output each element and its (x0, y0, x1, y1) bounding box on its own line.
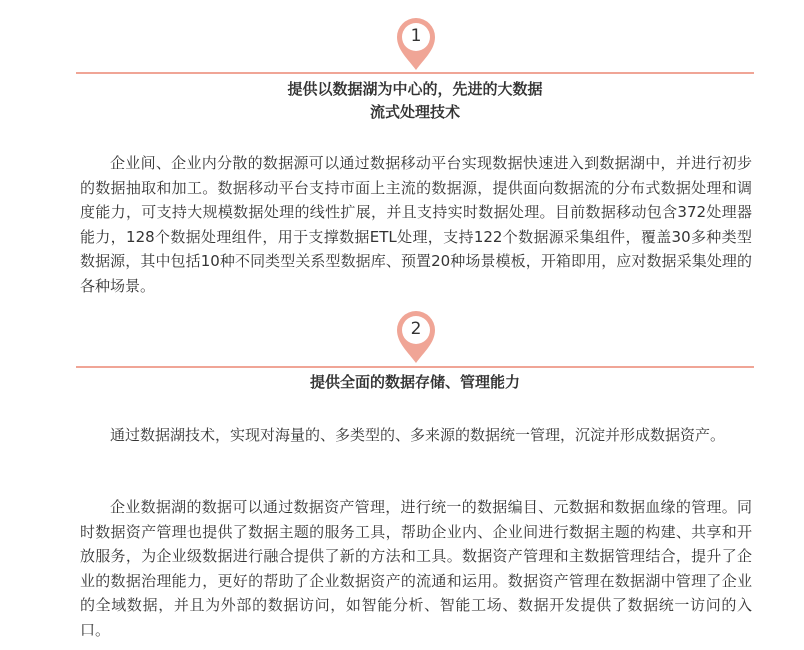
paragraph: 企业间、企业内分散的数据源可以通过数据移动平台实现数据快速进入到数据湖中，并进行初步的数据抽取和加工。数据移动平台支持市面上主流的数据源，提供面向数据流的分布式数据处理和调度能力，可支持大规模数据处理的线性扩展，并且支持实时数据处理。目前数据移动包含372处理器能力，128个数据处理组件，用于支撑数据ETL处理，支持122个数据源采集组件，覆盖30多种类型数据源，其中包括10种不同类型关系型数据库、预置20种场景模板，开箱即用，应对数据采集处理的各种场景。 (80, 154, 752, 295)
section-number: 2 (410, 319, 422, 339)
map-pin-icon (394, 309, 438, 365)
paragraph: 通过数据湖技术，实现对海量的、多类型的、多来源的数据统一管理，沉淀并形成数据资产。 (110, 426, 726, 444)
section-title-line-1: 提供全面的数据存储、管理能力 (309, 373, 520, 391)
section-divider (76, 366, 754, 368)
section-title-line-2: 流式处理技术 (369, 103, 460, 121)
section-number: 1 (410, 26, 422, 46)
section-2 (76, 0, 754, 650)
section-title (76, 371, 754, 394)
paragraph: 企业数据湖的数据可以通过数据资产管理，进行统一的数据编目、元数据和数据血缘的管理。同时数据资产管理也提供了数据主题的服务工具，帮助企业内、企业间进行数据主题的构建、共享和开放服务，为企业级数据进行融合提供了新的方法和工具。数据资产管理和主数据管理结合，提升了企业的数据治理能力，更好的帮助了企业数据资产的流通和运用。数据资产管理在数据湖中管理了企业的全域数据，并且为外部的数据访问，如智能分析、智能工场、数据开发提供了数据统一访问的入口。 (80, 498, 752, 639)
section-title-line-1: 提供以数据湖为中心的，先进的大数据 (287, 80, 543, 98)
